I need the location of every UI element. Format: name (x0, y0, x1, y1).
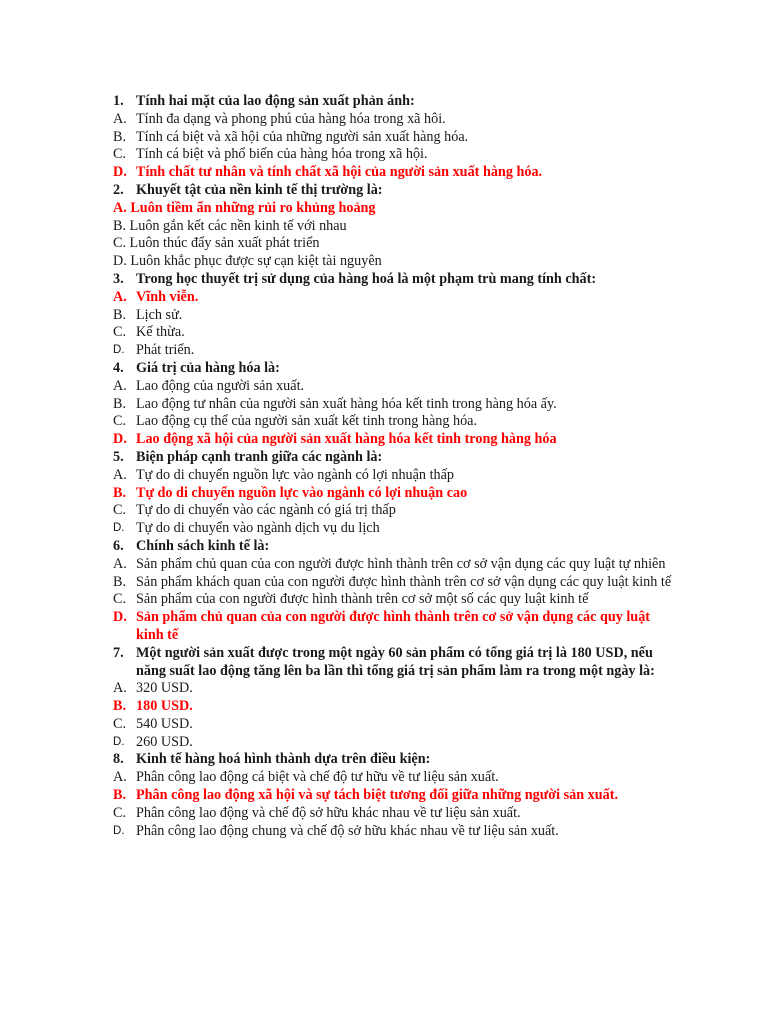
question-number: 5. (113, 448, 124, 465)
option-text: Phân công lao động cá biệt và chế độ tư hữu về tư liệu sản xuất. (136, 769, 499, 786)
question-2 (113, 182, 673, 200)
option-label: A. (113, 377, 127, 394)
option-6d-correct (113, 609, 673, 645)
option-text: Tính đa dạng và phong phú của hàng hóa trong xã hôi. (136, 110, 446, 127)
option-text: Phân công lao động chung và chế độ sở hữu khác nhau về tư liệu sản xuất. (136, 822, 559, 839)
option-2d: D. Luôn khắc phục được sự cạn kiệt tài nguyên (113, 253, 382, 270)
option-text: Lao động cụ thể của người sản xuất kết tinh trong hàng hóa. (136, 413, 478, 430)
question-number: 2. (113, 181, 124, 198)
question-list (113, 93, 673, 840)
option-text: 320 USD. (136, 680, 193, 697)
question-5 (113, 449, 673, 467)
option-2a-correct: A. Luôn tiềm ẩn những rủi ro khủng hoảng (113, 199, 376, 216)
option-1a (113, 111, 673, 129)
option-7b-correct (113, 698, 673, 716)
option-text: Tính cá biệt và xã hội của những người sản xuất hàng hóa. (136, 128, 469, 145)
option-5b-correct (113, 485, 673, 503)
option-text: Lao động của người sản xuất. (136, 377, 305, 394)
option-label: B. (113, 128, 127, 145)
option-text: Sản phẩm của con người được hình thành trên cơ sở một số các quy luật kinh tế (136, 591, 589, 608)
question-text: Tính hai mặt của lao động sản xuất phản ánh: (136, 93, 415, 109)
option-7d (113, 734, 673, 752)
option-label: A. (113, 555, 127, 572)
question-text: Khuyết tật của nền kinh tế thị trường là: (136, 181, 383, 198)
question-8 (113, 751, 673, 769)
option-label: B. (113, 395, 127, 412)
option-label: B. (113, 573, 127, 590)
option-label: B. (113, 484, 127, 501)
option-label: C. (113, 715, 127, 732)
question-number: 1. (113, 93, 124, 109)
option-label: B. (113, 787, 127, 804)
question-7 (113, 645, 673, 681)
question-number: 6. (113, 537, 124, 554)
option-text: Tự do di chuyển nguồn lực vào ngành có lợi nhuận thấp (136, 466, 454, 483)
option-2b: B. Luôn gắn kết các nền kinh tế với nhau (113, 217, 347, 234)
option-label: D. (113, 431, 127, 448)
option-5a (113, 467, 673, 485)
option-6b (113, 574, 673, 592)
option-label: B. (113, 306, 127, 323)
option-text: Phân công lao động xã hội và sự tách biệt tương đối giữa những người sản xuất. (136, 787, 619, 804)
option-3a-correct (113, 289, 673, 307)
option-text: Tự do di chuyển vào các ngành có giá trị thấp (136, 502, 396, 519)
option-text: Lịch sử. (136, 306, 183, 323)
question-3 (113, 271, 673, 289)
option-8d (113, 823, 673, 841)
option-1d-correct (113, 164, 673, 182)
option-text: Phân công lao động và chế độ sở hữu khác nhau về tư liệu sản xuất. (136, 804, 521, 821)
question-text: Kinh tế hàng hoá hình thành dựa trên điều kiện: (136, 751, 431, 768)
option-label: C. (113, 146, 127, 163)
option-label: A. (113, 466, 127, 483)
option-label: D. (113, 735, 125, 748)
option-text: Sản phẩm chủ quan của con người được hình thành trên cơ sở vận dụng các quy luật kinh tế (136, 609, 651, 643)
option-label: A. (113, 288, 127, 305)
option-4b (113, 396, 673, 414)
option-6a (113, 556, 673, 574)
option-label: D. (113, 609, 127, 626)
option-label: C. (113, 413, 127, 430)
option-label: D. (113, 522, 125, 535)
question-text: Giá trị của hàng hóa là: (136, 359, 280, 376)
option-label: A. (113, 110, 127, 127)
option-label: A. (113, 769, 127, 786)
option-text: Tính cá biệt và phổ biến của hàng hóa trong xã hội. (136, 146, 428, 163)
option-3b (113, 307, 673, 325)
option-label: D. (113, 344, 125, 357)
question-6 (113, 538, 673, 556)
option-6c (113, 591, 673, 609)
option-label: B. (113, 698, 127, 715)
option-text: Tự do di chuyển vào ngành dịch vụ du lịch (136, 520, 380, 537)
option-2c: C. Luôn thúc đẩy sản xuất phát triển (113, 235, 320, 252)
option-8c (113, 805, 673, 823)
option-text: Sản phẩm chủ quan của con người được hình thành trên cơ sở vận dụng các quy luật tự nhiên (136, 555, 666, 572)
option-1b (113, 129, 673, 147)
question-number: 4. (113, 359, 124, 376)
question-text: Biện pháp cạnh tranh giữa các ngành là: (136, 448, 383, 465)
option-4a (113, 378, 673, 396)
option-text: Vĩnh viễn. (136, 288, 199, 305)
option-7a (113, 680, 673, 698)
question-4 (113, 360, 673, 378)
option-text: Phát triển. (136, 342, 195, 359)
question-text: Trong học thuyết trị sử dụng của hàng hoá là một phạm trù mang tính chất: (136, 270, 597, 287)
question-text: Một người sản xuất được trong một ngày 60 sản phẩm có tổng giá trị là 180 USD, nếu năng suất lao động tăng lên ba lần thì tổng giá trị sản phẩm làm ra trong một ngày là: (136, 644, 655, 679)
option-text: Kế thừa. (136, 324, 185, 341)
option-label: C. (113, 324, 127, 341)
option-1c (113, 146, 673, 164)
question-number: 7. (113, 644, 124, 661)
option-text: 260 USD. (136, 733, 193, 750)
option-text: Tự do di chuyển nguồn lực vào ngành có lợi nhuận cao (136, 484, 468, 501)
option-text: Lao động tư nhân của người sản xuất hàng hóa kết tinh trong hàng hóa ấy. (136, 395, 557, 412)
option-3c (113, 324, 673, 342)
option-text: Tính chất tư nhân và tính chất xã hội của người sản xuất hàng hóa. (136, 164, 543, 181)
option-4d-correct (113, 431, 673, 449)
option-8a (113, 769, 673, 787)
option-label: C. (113, 502, 127, 519)
option-3d (113, 342, 673, 360)
option-label: A. (113, 680, 127, 697)
question-text: Chính sách kinh tế là: (136, 537, 270, 554)
option-label: C. (113, 804, 127, 821)
option-text: Sản phẩm khách quan của con người được hình thành trên cơ sở vận dụng các quy luật kinh tế (136, 573, 672, 590)
option-text: 540 USD. (136, 715, 193, 732)
option-7c (113, 716, 673, 734)
question-number: 3. (113, 270, 124, 287)
option-label: D. (113, 164, 127, 181)
option-5d (113, 520, 673, 538)
option-label: D. (113, 824, 125, 837)
option-5c (113, 502, 673, 520)
question-1 (113, 93, 673, 111)
option-4c (113, 413, 673, 431)
option-label: C. (113, 591, 127, 608)
option-8b-correct (113, 787, 673, 805)
option-text: 180 USD. (136, 698, 193, 715)
question-number: 8. (113, 751, 124, 768)
option-text: Lao động xã hội của người sản xuất hàng hóa kết tinh trong hàng hóa (136, 431, 557, 448)
